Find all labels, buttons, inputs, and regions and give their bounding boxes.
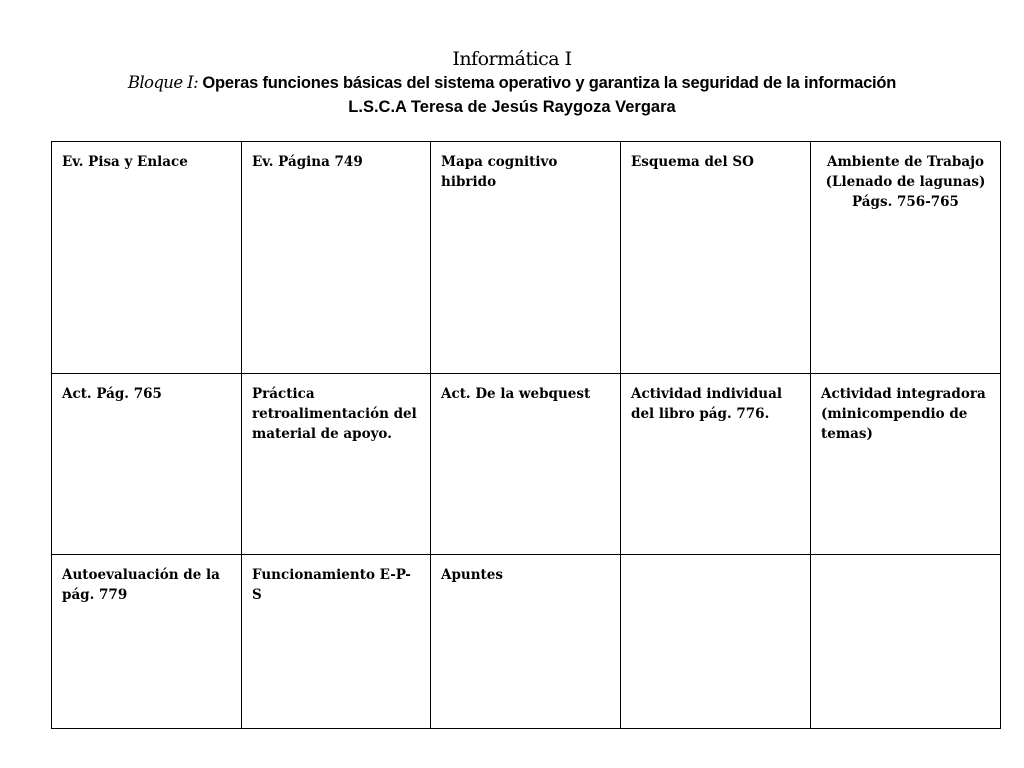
bloque-label: Bloque I: — [127, 73, 199, 92]
bloque-subtitle — [0, 70, 1024, 96]
teacher-name: L.S.C.A Teresa de Jesús Raygoza Vergara — [348, 98, 676, 116]
table-cell — [811, 555, 1001, 729]
cell-line: (Llenado de lagunas) — [825, 174, 986, 190]
activities-table — [51, 141, 1001, 729]
table-cell: Ev. Pisa y Enlace — [52, 142, 242, 374]
table-cell: Práctica retroalimentación del material de apoyo. — [242, 374, 431, 555]
table-cell: Funcionamiento E-P-S — [242, 555, 431, 729]
table-cell: Apuntes — [431, 555, 621, 729]
table-cell — [811, 142, 1001, 374]
cell-line: Ambiente de Trabajo — [827, 154, 984, 170]
table-cell: Autoevaluación de la pág. 779 — [52, 555, 242, 729]
cell-line: Págs. 756-765 — [852, 194, 959, 210]
table-cell: Act. Pág. 765 — [52, 374, 242, 555]
table-cell: Mapa cognitivo hibrido — [431, 142, 621, 374]
table-cell — [621, 555, 811, 729]
page-title: Informática I — [452, 48, 572, 70]
table-cell: Ev. Página 749 — [242, 142, 431, 374]
table-row — [52, 555, 1001, 729]
bloque-text: Operas funciones básicas del sistema operativo y garantiza la seguridad de la información — [198, 74, 897, 92]
table-cell: Act. De la webquest — [431, 374, 621, 555]
page-header — [0, 48, 1024, 118]
table-row — [52, 142, 1001, 374]
table-cell: Esquema del SO — [621, 142, 811, 374]
table-cell: Actividad individual del libro pág. 776. — [621, 374, 811, 555]
table-row — [52, 374, 1001, 555]
table-cell: Actividad integradora (minicompendio de temas) — [811, 374, 1001, 555]
